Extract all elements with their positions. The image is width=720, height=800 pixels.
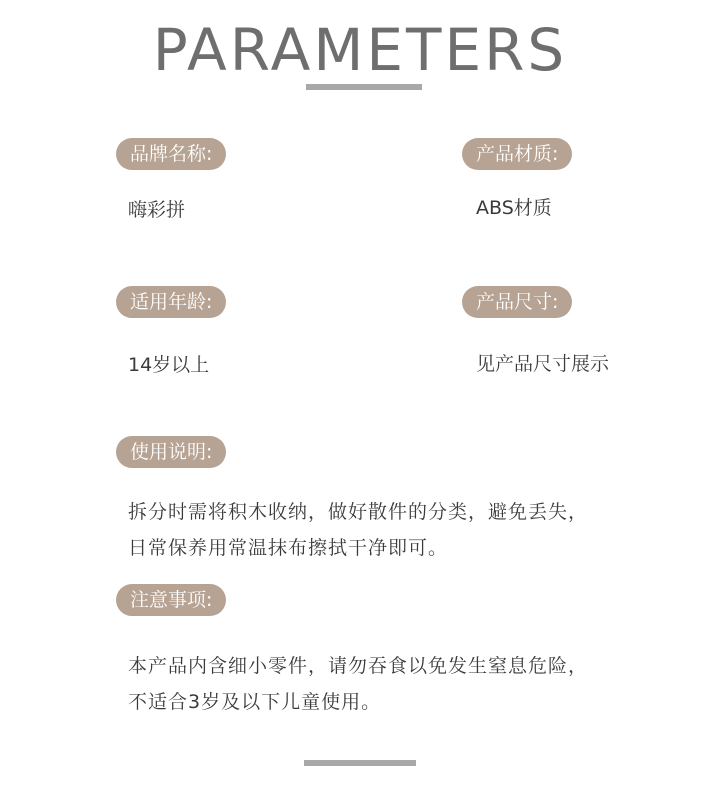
age-label-pill: 适用年龄: <box>116 286 226 318</box>
brand-label-pill: 品牌名称: <box>116 138 226 170</box>
usage-line-2: 日常保养用常温抹布擦拭干净即可。 <box>128 537 449 559</box>
title-divider <box>306 84 422 90</box>
brand-value: 嗨彩拼 <box>128 199 186 221</box>
page-title: PARAMETERS <box>152 16 568 84</box>
notice-text <box>128 648 688 720</box>
material-label-pill: 产品材质: <box>462 138 572 170</box>
usage-label-pill: 使用说明: <box>116 436 226 468</box>
size-label-pill: 产品尺寸: <box>462 286 572 318</box>
usage-line-1: 拆分时需将积木收纳，做好散件的分类，避免丢失， <box>128 501 589 523</box>
bottom-divider <box>304 760 416 766</box>
notice-label-pill: 注意事项: <box>116 584 226 616</box>
notice-line-1: 本产品内含细小零件，请勿吞食以免发生窒息危险， <box>128 655 589 677</box>
age-value: 14岁以上 <box>128 354 210 376</box>
usage-text <box>128 494 688 566</box>
material-value: ABS材质 <box>476 197 552 219</box>
notice-line-2: 不适合3岁及以下儿童使用。 <box>128 691 382 713</box>
size-value: 见产品尺寸展示 <box>476 353 610 375</box>
